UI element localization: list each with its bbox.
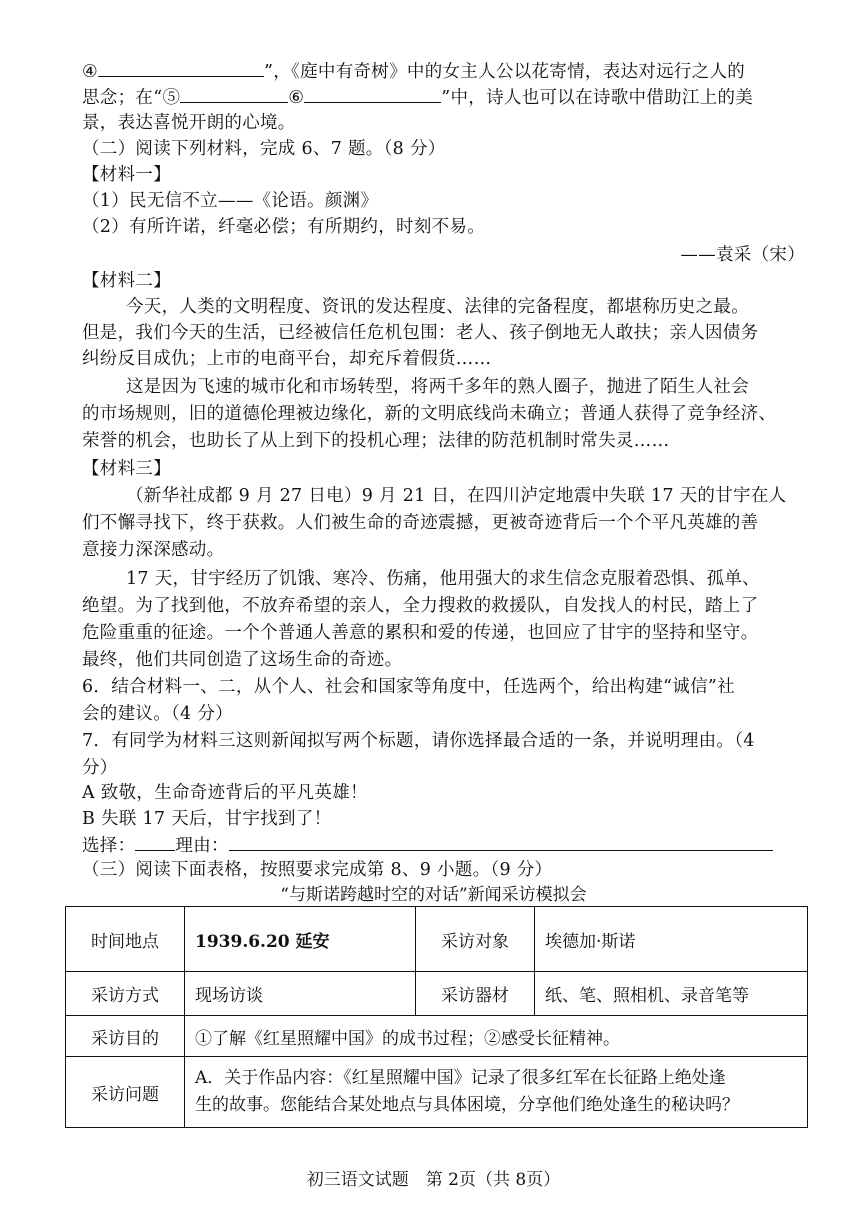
- material-heading: 【材料三】: [82, 459, 171, 479]
- interview-table: [65, 906, 808, 1128]
- page-footer: 初三语文试题 第 2页（共 8页）: [306, 1170, 561, 1190]
- quote-source: ——袁采（宋）: [680, 245, 805, 265]
- answer-blank-5[interactable]: [180, 84, 288, 103]
- table-cell: 纸、笔、照相机、录音笔等: [535, 972, 808, 1016]
- blank-number: ④: [82, 62, 98, 82]
- option-a: A 致敬，生命奇迹背后的平凡英雄！: [82, 783, 368, 803]
- section-heading: （三）阅读下面表格，按照要求完成第 8、9 小题。（9 分）: [82, 860, 553, 880]
- table-cell: 现场访谈: [185, 972, 416, 1016]
- answer-line: [82, 832, 773, 859]
- text-line: 绝望。为了找到他，不放弃希望的亲人，全力搜救的救援队，自发找人的村民，踏上了: [82, 596, 759, 616]
- section-heading: （二）阅读下列材料，完成 6、7 题。（8 分）: [82, 139, 446, 159]
- text-line: 这是因为飞速的城市化和市场转型，将两千多年的熟人圈子，抛进了陌生人社会: [126, 377, 749, 397]
- text-line: （新华社成都 9 月 27 日电）9 月 21 日，在四川泸定地震中失联 17 天的甘宇在人: [126, 486, 787, 506]
- choice-blank[interactable]: [135, 832, 175, 851]
- text-line: （2）有所许诺，纤毫必偿；有所期约，时刻不易。: [82, 217, 486, 237]
- table-cell: 1939.6.20 延安: [185, 907, 416, 972]
- table-row: [66, 907, 808, 972]
- text-line: 但是，我们今天的生活，已经被信任危机包围：老人、孩子倒地无人敢扶；亲人因债务: [82, 323, 759, 343]
- choose-label: 选择：: [82, 836, 136, 856]
- reason-blank[interactable]: [229, 832, 773, 851]
- line-text: ”中，诗人也可以在诗歌中借助江上的美: [441, 88, 754, 108]
- line-text: 思念；在“⑤: [82, 88, 181, 108]
- question-7: 7．有同学为材料三这则新闻拟写两个标题，请你选择最合适的一条，并说明理由。（4: [82, 731, 755, 751]
- table-cell: [185, 1057, 808, 1128]
- text-line: 今天，人类的文明程度、资讯的发达程度、法律的完备程度，都堪称历史之最。: [126, 297, 749, 317]
- answer-blank-6[interactable]: [304, 84, 441, 103]
- table-cell: 时间地点: [66, 907, 185, 972]
- text-line: [82, 84, 753, 111]
- table-row: [66, 972, 808, 1016]
- material-heading: 【材料一】: [82, 165, 171, 185]
- table-cell: ①了解《红星照耀中国》的成书过程；②感受长征精神。: [185, 1016, 808, 1057]
- question-6: 6．结合材料一、二，从个人、社会和国家等角度中，任选两个，给出构建“诚信”社: [82, 677, 735, 697]
- table-cell: 采访问题: [66, 1057, 185, 1128]
- cell-line: A．关于作品内容：《红星照耀中国》记录了很多红军在长征路上绝处逢: [195, 1068, 726, 1088]
- text-line: 纠纷反目成仇；上市的电商平台，却充斥着假货……: [82, 349, 492, 369]
- table-cell: 采访方式: [66, 972, 185, 1016]
- text-line: 景，表达喜悦开朗的心境。: [82, 113, 296, 133]
- text-line: 17 天，甘宇经历了饥饿、寒冷、伤痛，他用强大的求生信念克服着恐惧、孤单、: [126, 569, 760, 589]
- line-text: ”，《庭中有奇树》中的女主人公以花寄情，表达对远行之人的: [264, 62, 746, 82]
- table-cell: 采访对象: [416, 907, 535, 972]
- table-title: “与斯诺跨越时空的对话”新闻采访模拟会: [280, 885, 587, 905]
- text-line: 们不懈寻找下，终于获救。人们被生命的奇迹震撼，更被奇迹背后一个个平凡英雄的善: [82, 513, 759, 533]
- blank-number: ⑥: [288, 88, 305, 108]
- text-line: 最终，他们共同创造了这场生命的奇迹。: [82, 650, 403, 670]
- table-cell: 采访器材: [416, 972, 535, 1016]
- answer-blank-4[interactable]: [98, 58, 264, 77]
- table-row: [66, 1016, 808, 1057]
- option-b: B 失联 17 天后，甘宇找到了！: [82, 809, 332, 829]
- table-cell: 采访目的: [66, 1016, 185, 1057]
- material-heading: 【材料二】: [82, 271, 171, 291]
- reason-label: 理由：: [175, 836, 229, 856]
- question-7: 分）: [82, 758, 118, 778]
- text-line: （1）民无信不立——《论语。颜渊》: [82, 191, 379, 211]
- text-line: [82, 58, 745, 85]
- text-line: 危险重重的征途。一个个普通人善意的累积和爱的传递，也回应了甘宇的坚持和坚守。: [82, 623, 759, 643]
- table-row: [66, 1057, 808, 1128]
- cell-line: 生的故事。您能结合某处地点与具体困境，分享他们绝处逢生的秘诀吗？: [195, 1095, 739, 1115]
- table-cell: 埃德加·斯诺: [535, 907, 808, 972]
- question-6: 会的建议。（4 分）: [82, 704, 233, 724]
- text-line: 意接力深深感动。: [82, 540, 225, 560]
- text-line: 荣誉的机会，也助长了从上到下的投机心理；法律的防范机制时常失灵……: [82, 431, 670, 451]
- text-line: 的市场规则，旧的道德伦理被边缘化，新的文明底线尚未确立；普通人获得了竞争经济、: [82, 404, 777, 424]
